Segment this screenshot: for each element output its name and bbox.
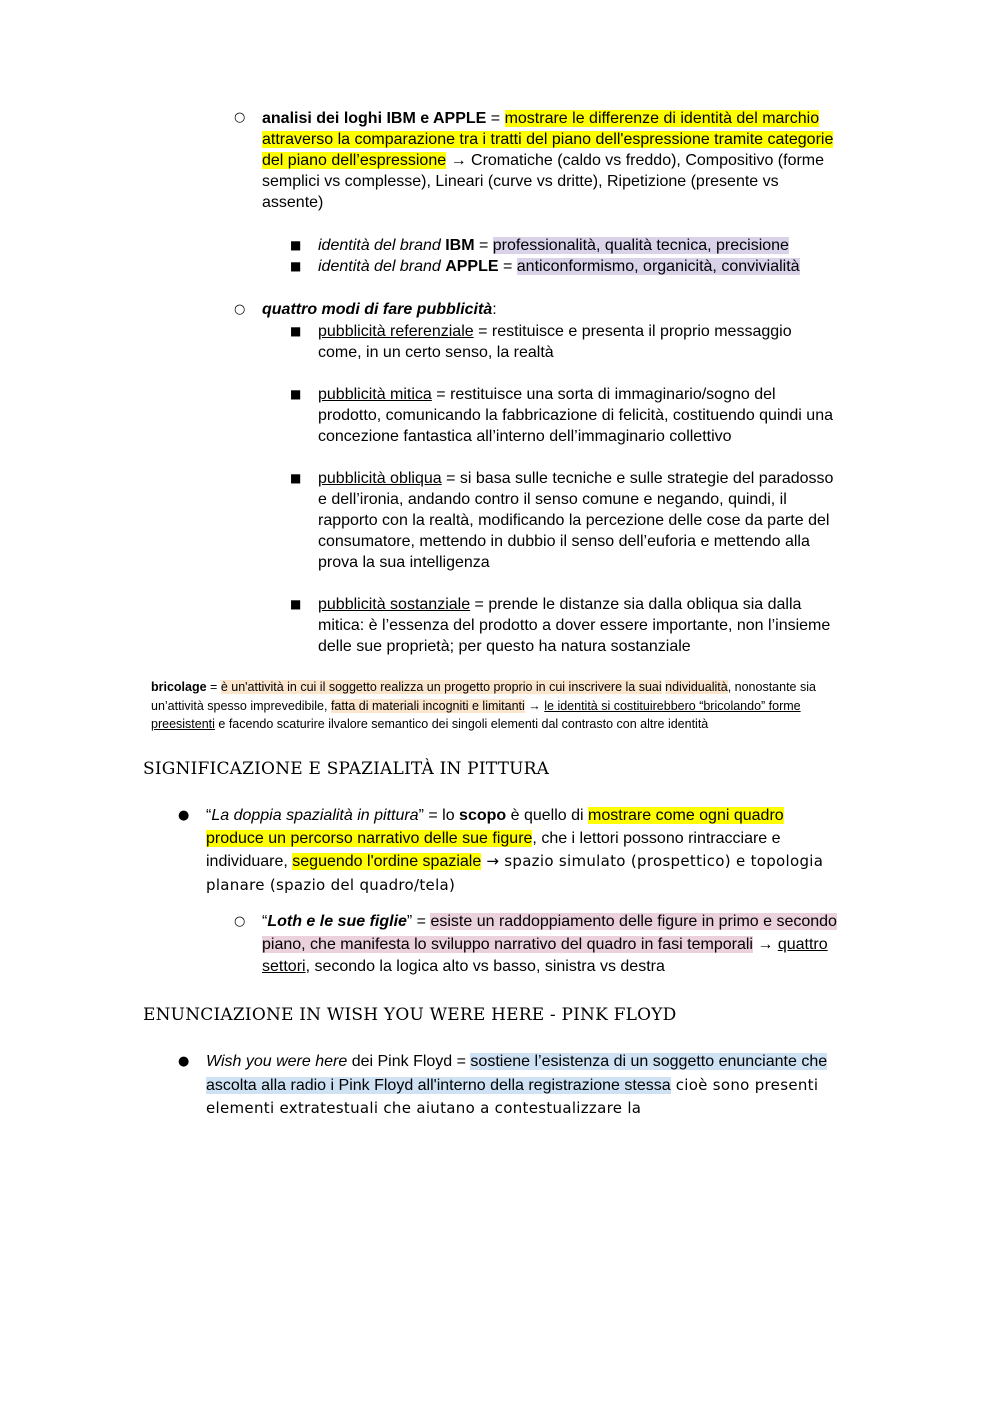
wish-highlight: sostiene l’esistenza di un soggetto enunciante che ascolta alla radio i Pink Floyd all'interno della registrazione stessa <box>206 1053 828 1094</box>
circle-bullet: ○ <box>234 302 246 317</box>
equals: = <box>486 110 505 127</box>
logo-analysis-highlight: mostrare le differenze di identità del marchio attraverso la comparazione tra i tratti del piano dell'espressione tramite categorie del piano dell’espressione <box>262 110 834 169</box>
brand-identity-label: identità del brand <box>318 258 446 275</box>
brand-identity-label: identità del brand <box>318 237 446 254</box>
bricolage-text: → <box>524 698 545 713</box>
section-heading-enunciation: ENUNCIAZIONE IN WISH YOU WERE HERE - PINK FLOYD <box>143 1005 677 1025</box>
equals: = <box>206 680 221 694</box>
quote-open: “ <box>206 807 212 824</box>
bricolage-paragraph <box>151 678 857 734</box>
square-bullet: ■ <box>290 324 302 338</box>
ad-type-description: = restituisce una sorta di immaginario/sogno del prodotto, comunicando la fabbricazione di felicità, costituendo quindi una concezione fantastica all’interno dell’immaginario collettivo <box>318 386 833 445</box>
ad-type-term: pubblicità mitica <box>318 386 432 403</box>
painting-paragraph <box>206 805 826 897</box>
circle-bullet: ○ <box>234 110 246 125</box>
ad-type-description: = prende le distanze sia dalla obliqua sia dalla mitica: è l’essenza del prodotto a dover essere importante, non l’insieme delle sue proprietà; per questo ha natura sostanziale <box>318 596 831 655</box>
brand-identity-highlight: anticonformismo, organicità, convivialità <box>516 258 800 275</box>
logo-analysis-title: analisi dei loghi IBM e APPLE <box>262 110 487 127</box>
square-bullet: ■ <box>290 471 302 485</box>
bricolage-text: e facendo scaturire ilvalore semantico dei singoli elementi dal contrasto con altre identità <box>214 717 709 731</box>
painting-text: è quello di <box>506 807 589 824</box>
painting-highlight: mostrare come ogni quadro produce un percorso narrativo delle sue figure <box>206 807 784 847</box>
square-bullet: ■ <box>290 259 302 273</box>
loth-text: → <box>752 935 778 953</box>
square-bullet: ■ <box>290 387 302 401</box>
bricolage-text: , nonostante sia un’attività spesso imprevedibile, <box>151 680 816 713</box>
ad-type-description: = restituisce e presenta il proprio messaggio come, in un certo senso, la realtà <box>318 323 792 361</box>
wish-text: dei Pink Floyd = <box>347 1053 471 1070</box>
colon: : <box>492 301 497 318</box>
ad-type-sostanziale <box>318 594 833 657</box>
painting-text: , che i lettori possono rintracciare e individuare, <box>206 829 781 870</box>
quote-open: “ <box>262 913 268 930</box>
loth-text: ” = <box>406 913 431 930</box>
ad-type-referenziale <box>318 321 828 363</box>
loth-underlined: quattro settori <box>262 935 828 975</box>
ad-type-obliqua <box>318 468 835 573</box>
wish-title: Wish you were here <box>206 1053 348 1070</box>
loth-highlight: esiste un raddoppiamento delle figure in primo e secondo piano, che manifesta lo sviluppo narrativo del quadro in fasi temporali <box>262 913 837 953</box>
painting-bold: scopo <box>459 807 507 824</box>
wish-text: cioè sono presenti elementi extratestuali che aiutano a contestualizzare la <box>206 1075 819 1117</box>
ad-type-term: pubblicità sostanziale <box>318 596 471 613</box>
ads-title: quattro modi di fare pubblicità <box>262 301 493 318</box>
ad-type-term: pubblicità referenziale <box>318 323 474 340</box>
brand-identity-ibm <box>318 235 858 256</box>
section-heading-painting: SIGNIFICAZIONE E SPAZIALITÀ IN PITTURA <box>143 759 550 779</box>
bricolage-underlined: le identità si costituirebbero “bricolando” forme preesistenti <box>151 698 801 731</box>
bricolage-highlight: fatta di materiali incogniti e limitanti <box>330 698 525 713</box>
brand-name: APPLE <box>445 258 499 275</box>
ad-type-term: pubblicità obliqua <box>318 470 442 487</box>
square-bullet: ■ <box>290 238 302 252</box>
ad-type-description: = si basa sulle tecniche e sulle strategie del paradosso e dell’ironia, andando contro il senso comune e negando, quindi, il rapporto con la realtà, modificando la percezione delle cose da parte del consumatore, mettendo in dubbio il senso dell’euforia e mettendo alla prova la sua intelligenza <box>318 470 834 571</box>
dot-bullet: ● <box>178 1054 190 1069</box>
ads-section-title <box>262 299 834 320</box>
dot-bullet: ● <box>178 808 190 823</box>
painting-text: → spazio simulato (prospettico) e topologia planare (spazio del quadro/tela) <box>206 852 824 894</box>
brand-identity-apple <box>318 256 858 277</box>
brand-name: IBM <box>445 237 475 254</box>
logo-analysis-paragraph <box>262 108 834 213</box>
square-bullet: ■ <box>290 597 302 611</box>
loth-title: Loth e le sue figlie <box>267 913 407 930</box>
equals: = <box>498 258 517 275</box>
loth-text: , secondo la logica alto vs basso, sinistra vs destra <box>305 958 665 975</box>
painting-text: ” = lo <box>418 807 460 824</box>
bricolage-term: bricolage <box>151 680 207 694</box>
ad-type-mitica <box>318 384 833 447</box>
equals: = <box>474 237 493 254</box>
bricolage-highlight: ndividualità <box>665 680 728 694</box>
loth-paragraph <box>262 911 842 979</box>
logo-analysis-rest: → Cromatiche (caldo vs freddo), Compositivo (forme semplici vs complesse), Lineari (curve vs dritte), Ripetizione (presente vs assente) <box>262 152 825 211</box>
wish-paragraph <box>206 1051 842 1121</box>
painting-highlight: seguendo l'ordine spaziale <box>292 853 482 870</box>
brand-identity-highlight: professionalità, qualità tecnica, precisione <box>492 237 789 254</box>
painting-essay-title: La doppia spazialità in pittura <box>211 807 419 824</box>
bricolage-highlight: è un'attività in cui il soggetto realizza un progetto proprio in cui inscrivere la suai <box>220 680 662 694</box>
circle-bullet: ○ <box>234 914 246 929</box>
